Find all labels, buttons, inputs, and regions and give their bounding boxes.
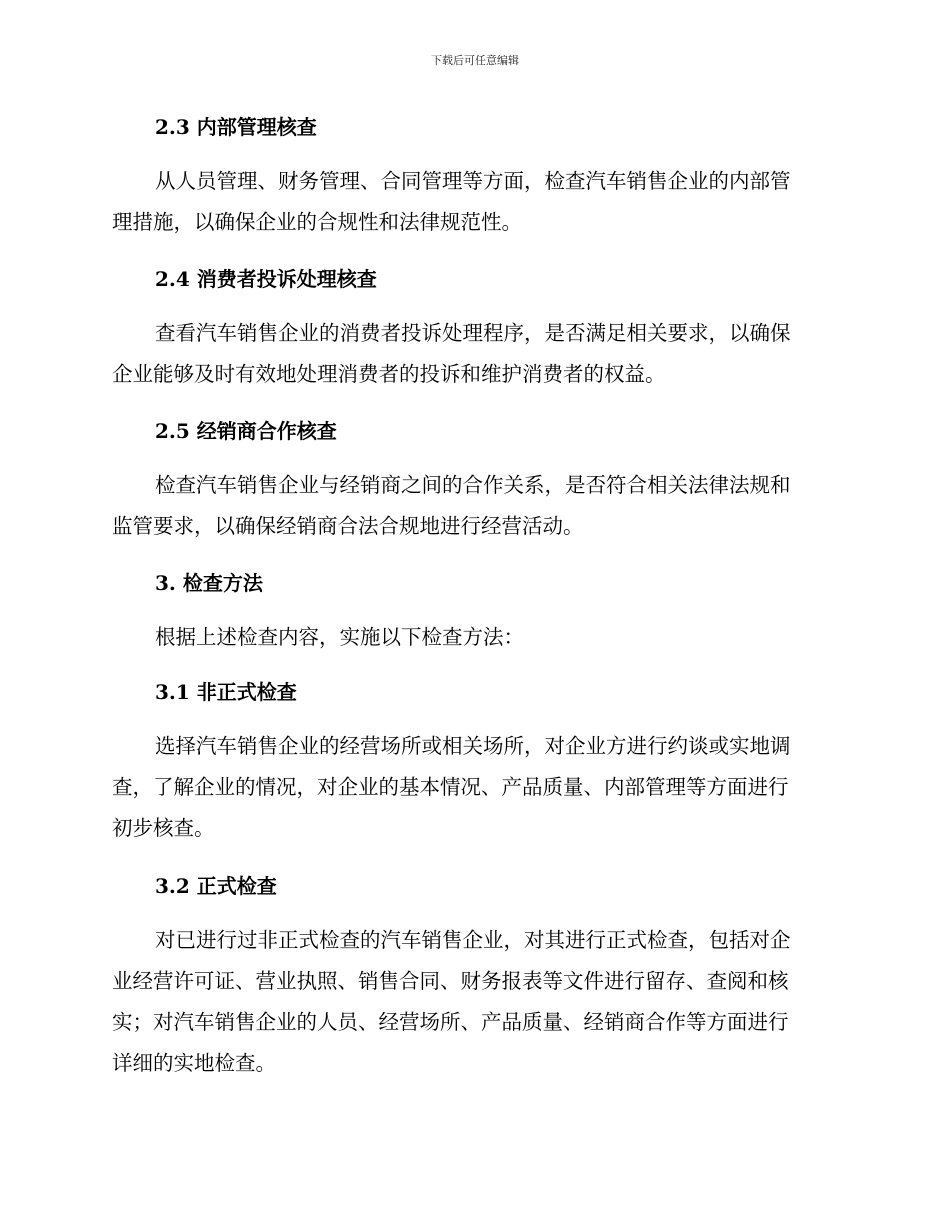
- paragraph-line: 监管要求，以确保经销商合法合规地进行经营活动。: [112, 514, 584, 538]
- paragraph-line: 选择汽车销售企业的经营场所或相关场所，对企业方进行约谈或实地调: [155, 734, 791, 758]
- paragraph-line: 初步核查。: [112, 816, 215, 840]
- paragraph-line: 检查汽车销售企业与经销商之间的合作关系，是否符合相关法律法规和: [155, 473, 791, 497]
- paragraph-line: 对已进行过非正式检查的汽车销售企业，对其进行正式检查，包括对企: [155, 928, 791, 952]
- section-paragraph-3-1: [112, 726, 832, 849]
- section-paragraph-2-5: [112, 465, 832, 547]
- section-paragraph-3: [112, 617, 832, 658]
- paragraph-line: 详细的实地检查。: [112, 1051, 276, 1075]
- section-paragraph-3-2: [112, 920, 832, 1084]
- section-heading-2-4: 2.4 消费者投诉处理核查: [155, 267, 377, 291]
- section-paragraph-2-4: [112, 313, 832, 395]
- paragraph-line: 理措施，以确保企业的合规性和法律规范性。: [112, 210, 522, 234]
- paragraph-line: 查看汽车销售企业的消费者投诉处理程序，是否满足相关要求，以确保: [155, 321, 791, 345]
- section-heading-2-3: 2.3 内部管理核查: [155, 115, 317, 139]
- paragraph-line: 业经营许可证、营业执照、销售合同、财务报表等文件进行留存、查阅和核: [112, 969, 789, 993]
- section-heading-3-2: 3.2 正式检查: [155, 874, 277, 898]
- paragraph-line: 根据上述检查内容，实施以下检查方法：: [155, 625, 524, 649]
- paragraph-line: 企业能够及时有效地处理消费者的投诉和维护消费者的权益。: [112, 362, 666, 386]
- header-note: 下载后可任意编辑: [431, 54, 519, 67]
- section-heading-3: 3. 检查方法: [155, 571, 263, 595]
- paragraph-line: 查，了解企业的情况，对企业的基本情况、产品质量、内部管理等方面进行: [112, 775, 789, 799]
- paragraph-line: 实；对汽车销售企业的人员、经营场所、产品质量、经销商合作等方面进行: [112, 1010, 789, 1034]
- paragraph-line: 从人员管理、财务管理、合同管理等方面，检查汽车销售企业的内部管: [155, 169, 791, 193]
- section-heading-2-5: 2.5 经销商合作核查: [155, 419, 337, 443]
- section-heading-3-1: 3.1 非正式检查: [155, 680, 297, 704]
- section-paragraph-2-3: [112, 161, 832, 243]
